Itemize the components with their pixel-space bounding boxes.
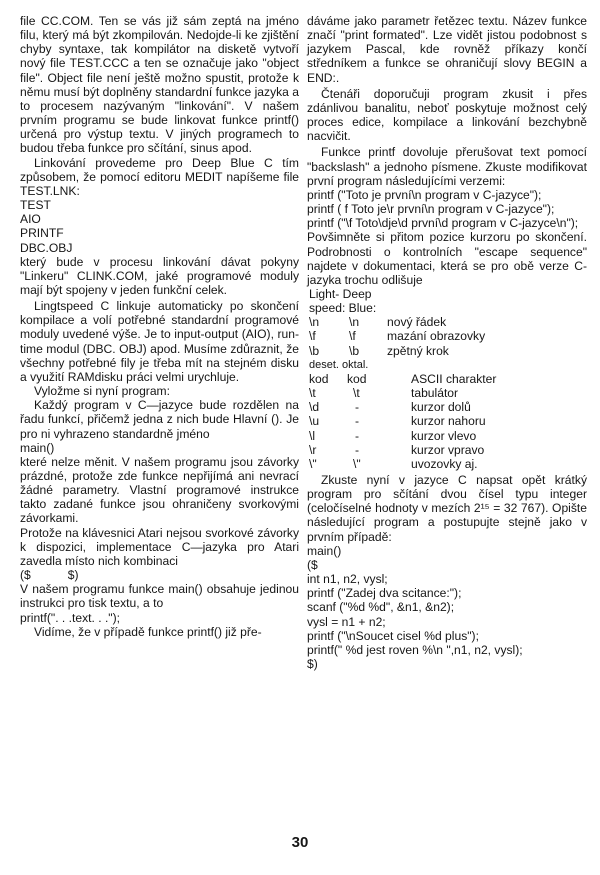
table-row (309, 443, 587, 457)
table-cell: - (355, 428, 360, 443)
table-cell: \t (353, 386, 360, 401)
table-cell: \f (349, 329, 356, 344)
table-cell: \b (309, 343, 320, 358)
paragraph: který bude v procesu linkování dávat pokyny "Linkeru" CLINK.COM, jaké programové moduly mají být spojeny v jeden funkční celek. (20, 254, 299, 297)
paragraph: V našem programu funkce main() obsahuje jedinou instrukci pro tisk textu, a to (20, 582, 299, 611)
page-number: 30 (291, 834, 309, 851)
paragraph: Linkování provedeme pro Deep Blue C tím způsobem, že pomocí editoru MEDIT napíšeme file TEST.LNK: (20, 155, 299, 198)
program-listing (307, 544, 587, 671)
left-column (20, 14, 299, 639)
code-line: vysl = n1 + n2; (307, 614, 386, 629)
table-header: Light- Deep (309, 286, 372, 301)
table-cell: \d (309, 400, 320, 415)
table-cell: - (355, 414, 360, 429)
table-row (309, 414, 587, 428)
paragraph: dáváme jako parametr řetězec textu. Název funkce značí "print formated". Lze vidět jistou podobnost s jazykem Pascal, kde rovněž příkazy končí středníkem a funkce se ohraničují slovy BEGIN a END:. (307, 14, 587, 85)
table-cell: ASCII charakter (411, 371, 497, 386)
table-cell: \l (309, 428, 316, 443)
table-row (309, 457, 587, 471)
code-line: ($ $) (20, 568, 79, 583)
paragraph: Vyložme si nyní program: (34, 384, 170, 399)
table-cell: kurzor vlevo (411, 428, 477, 443)
table-row (309, 344, 587, 358)
table-row (309, 386, 587, 400)
table-header-row (309, 372, 587, 386)
table-row (309, 400, 587, 414)
paragraph: file CC.COM. Ten se vás již sám zeptá na jméno filu, který má být zkompilován. Nedojde-li ke zjištění chyby syntaxe, tak kompilátor na disketě vytvoří nový file TEST.CCC a ten se označuje jako "object file". Object file není ještě možno spustit, protože k němu musí být doplněny standardní funkce jazyka a to procesem nazývaným "linkování". V našem prvním programu se bude linkovat funkce printf() určená pro výstup textu. V jiných programech to budou třeba funkce pro sčítání, sinus apod. (20, 14, 299, 156)
table-header: speed: Blue: (309, 301, 377, 316)
paragraph: Čtenáři doporučuji program zkusit i přes zdánlivou banalitu, neboť poskytuje možnost celý proces edice, kompilace a linkování bezchybně nacvičit. (307, 86, 587, 144)
code-line: printf ("Zadej dva scitance:"); (307, 586, 462, 601)
code-line: scanf ("%d %d", &n1, &n2); (307, 600, 455, 615)
paragraph: Funkce printf dovoluje přerušovat text pomocí "backslash" a jednoho písmene. Zkuste modifikovat první program následujícími verzemi: (307, 145, 587, 188)
code-line: TEST (20, 198, 51, 213)
table-cell: - (355, 400, 360, 415)
paragraph: Každý program v C—jazyce bude rozdělen na řadu funkcí, přičemž jedna z nich bude Hlavní (). Je pro ni vyhrazeno standardně jméno (20, 398, 299, 441)
table-cell: \n (349, 315, 360, 330)
code-line: int n1, n2, vysl; (307, 572, 388, 587)
paragraph: Vidíme, že v případě funkce printf() již pře- (34, 624, 262, 639)
table-cell: zpětný krok (387, 343, 449, 358)
code-line: DBC.OBJ (20, 240, 73, 255)
table-header: deset. oktal. (309, 358, 369, 371)
linker-file-listing (20, 198, 299, 255)
code-line: printf(". . .text. . ."); (20, 610, 120, 625)
right-column (307, 14, 587, 671)
table-cell: kurzor vpravo (411, 442, 485, 457)
paragraph: Povšimněte si přitom pozice kurzoru po skončení. Podrobnosti o kontrolních "escape sequence" najdete v dokumentaci, která se pro obě verze C-jazyka trochu odlišuje (307, 230, 587, 287)
table-cell: - (355, 442, 360, 457)
table-cell: \n (309, 315, 320, 330)
code-line: printf ("\nSoucet cisel %d plus"); (307, 628, 479, 643)
escape-table (309, 287, 587, 471)
paragraph: které nelze měnit. V našem programu jsou závorky prázdné, protože zde funkce nepřijímá ani nevrací žádné parametry. Vlastní programové instrukce takto zadané funkce jsou ohraničeny svorkovými závorkami. (20, 454, 299, 526)
table-row (309, 329, 587, 343)
table-cell: \r (309, 442, 317, 457)
table-cell: nový řádek (387, 315, 447, 330)
code-line: main() (20, 440, 55, 455)
table-cell: kurzor nahoru (411, 414, 486, 429)
table-cell: tabulátor (411, 386, 459, 401)
table-cell: kurzor dolů (411, 400, 471, 415)
code-line: PRINTF (20, 226, 64, 241)
table-cell: kod (309, 371, 329, 386)
table-cell: mazání obrazovky (387, 329, 486, 344)
code-line: $) (307, 657, 318, 672)
code-line: main() (307, 543, 342, 558)
table-row (309, 315, 587, 329)
table-cell: kod (347, 371, 367, 386)
paragraph: Lingtspeed C linkuje automaticky po skončení kompilace a volí potřebné standardní programové moduly uvedené výše. Je to input-output (AIO), run-time modul (DBC. OBJ) apod. Musíme zdůraznit, že všechny potřebné fily je třeba mít na stejném disku a využití RAMdisku práci velmi urychluje. (20, 299, 299, 384)
table-cell: \b (349, 343, 360, 358)
code-line: ($ (307, 557, 318, 572)
paragraph: Zkuste nyní v jazyce C napsat opět krátký program pro sčítání dvou čísel typu integer (celočíselné hodnoty v mezích 2¹⁵ = 32 767). Opište následující program a postupujte stejně jako v prvním případě: (307, 473, 587, 544)
printf-examples (307, 188, 587, 230)
code-line: printf(" %d jest roven %\n ",n1, n2, vysl); (307, 642, 523, 657)
table-cell: \t (309, 386, 316, 401)
table-cell: \" (309, 456, 317, 471)
code-line: AIO (20, 212, 41, 227)
table-row (309, 429, 587, 443)
table-cell: \" (353, 456, 361, 471)
table-cell: \f (309, 329, 316, 344)
code-line: printf ( f Toto je\r první\n program v C-jazyce"); (307, 202, 555, 217)
table-cell: \u (309, 414, 320, 429)
code-line: printf ("\f Toto\dje\d první\d program v C-jazyce\n"); (307, 216, 579, 231)
code-line: printf ("Toto je první\n program v C-jazyce"); (307, 187, 542, 202)
paragraph: Protože na klávesnici Atari nejsou svorkové závorky k dispozici, implementace C—jazyka pro Atari zavedla místo nich kombinaci (20, 525, 299, 568)
table-cell: uvozovky aj. (411, 456, 478, 471)
